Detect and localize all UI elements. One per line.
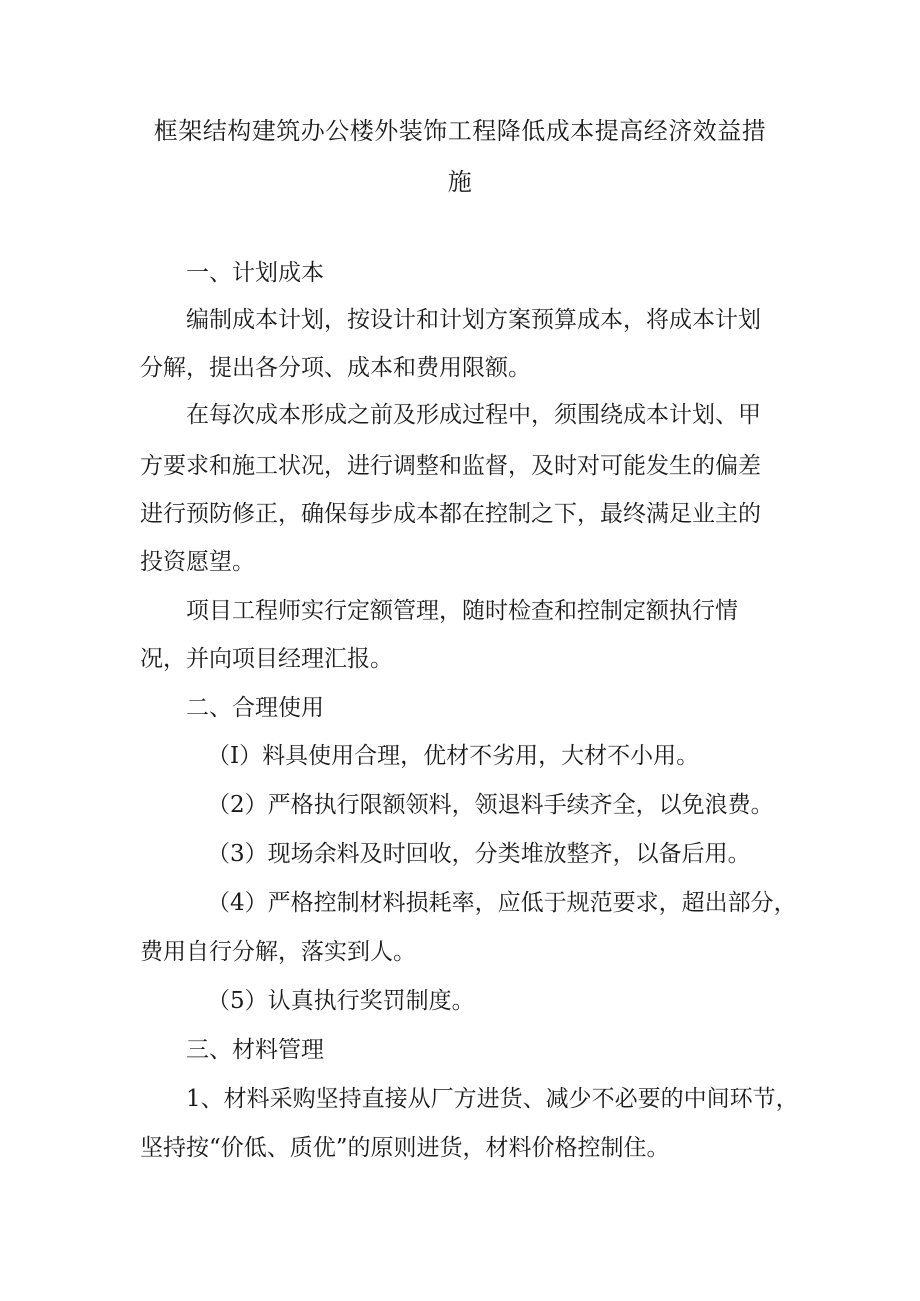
list-item: （I）料具使用合理，优材不劣用，大材不小用。 xyxy=(207,743,700,769)
paragraph-line: 方要求和施工状况，进行调整和监督，及时对可能发生的偏差 xyxy=(140,453,761,479)
section-heading-reasonable-use: 二、合理使用 xyxy=(186,695,324,721)
list-item-continuation: 费用自行分解，落实到人。 xyxy=(140,939,416,965)
document-title-line-1: 框架结构建筑办公楼外装饰工程降低成本提高经济效益措 xyxy=(153,117,767,145)
list-item: （4）严格控制材料损耗率，应低于规范要求，超出部分， xyxy=(207,890,797,916)
section-heading-plan-cost: 一、计划成本 xyxy=(186,260,324,286)
paragraph-line: 项目工程师实行定额管理，随时检查和控制定额执行情 xyxy=(186,598,738,624)
paragraph-line: 分解，提出各分项、成本和费用限额。 xyxy=(140,355,531,381)
paragraph-line: 在每次成本形成之前及形成过程中，须围绕成本计划、甲 xyxy=(186,402,761,428)
document-title-line-2: 施 xyxy=(447,168,473,196)
paragraph-line: 1、材料采购坚持直接从厂方进货、减少不必要的中间环节， xyxy=(186,1086,799,1112)
paragraph-line: 编制成本计划，按设计和计划方案预算成本，将成本计划 xyxy=(186,307,761,333)
list-item: （5）认真执行奖罚制度。 xyxy=(207,988,475,1014)
section-heading-material-management: 三、材料管理 xyxy=(186,1037,324,1063)
paragraph-line: 投资愿望。 xyxy=(140,549,255,575)
list-item: （3）现场余料及时回收，分类堆放整齐，以备后用。 xyxy=(207,841,751,867)
paragraph-line: 况，并向项目经理汇报。 xyxy=(140,646,393,672)
list-item: （2）严格执行限额领料，领退料手续齐全，以免浪费。 xyxy=(207,792,774,818)
paragraph-line: 进行预防修正，确保每步成本都在控制之下，最终满足业主的 xyxy=(140,501,761,527)
paragraph-line: 坚持按“价低、质优”的原则进货，材料价格控制住。 xyxy=(140,1135,670,1161)
